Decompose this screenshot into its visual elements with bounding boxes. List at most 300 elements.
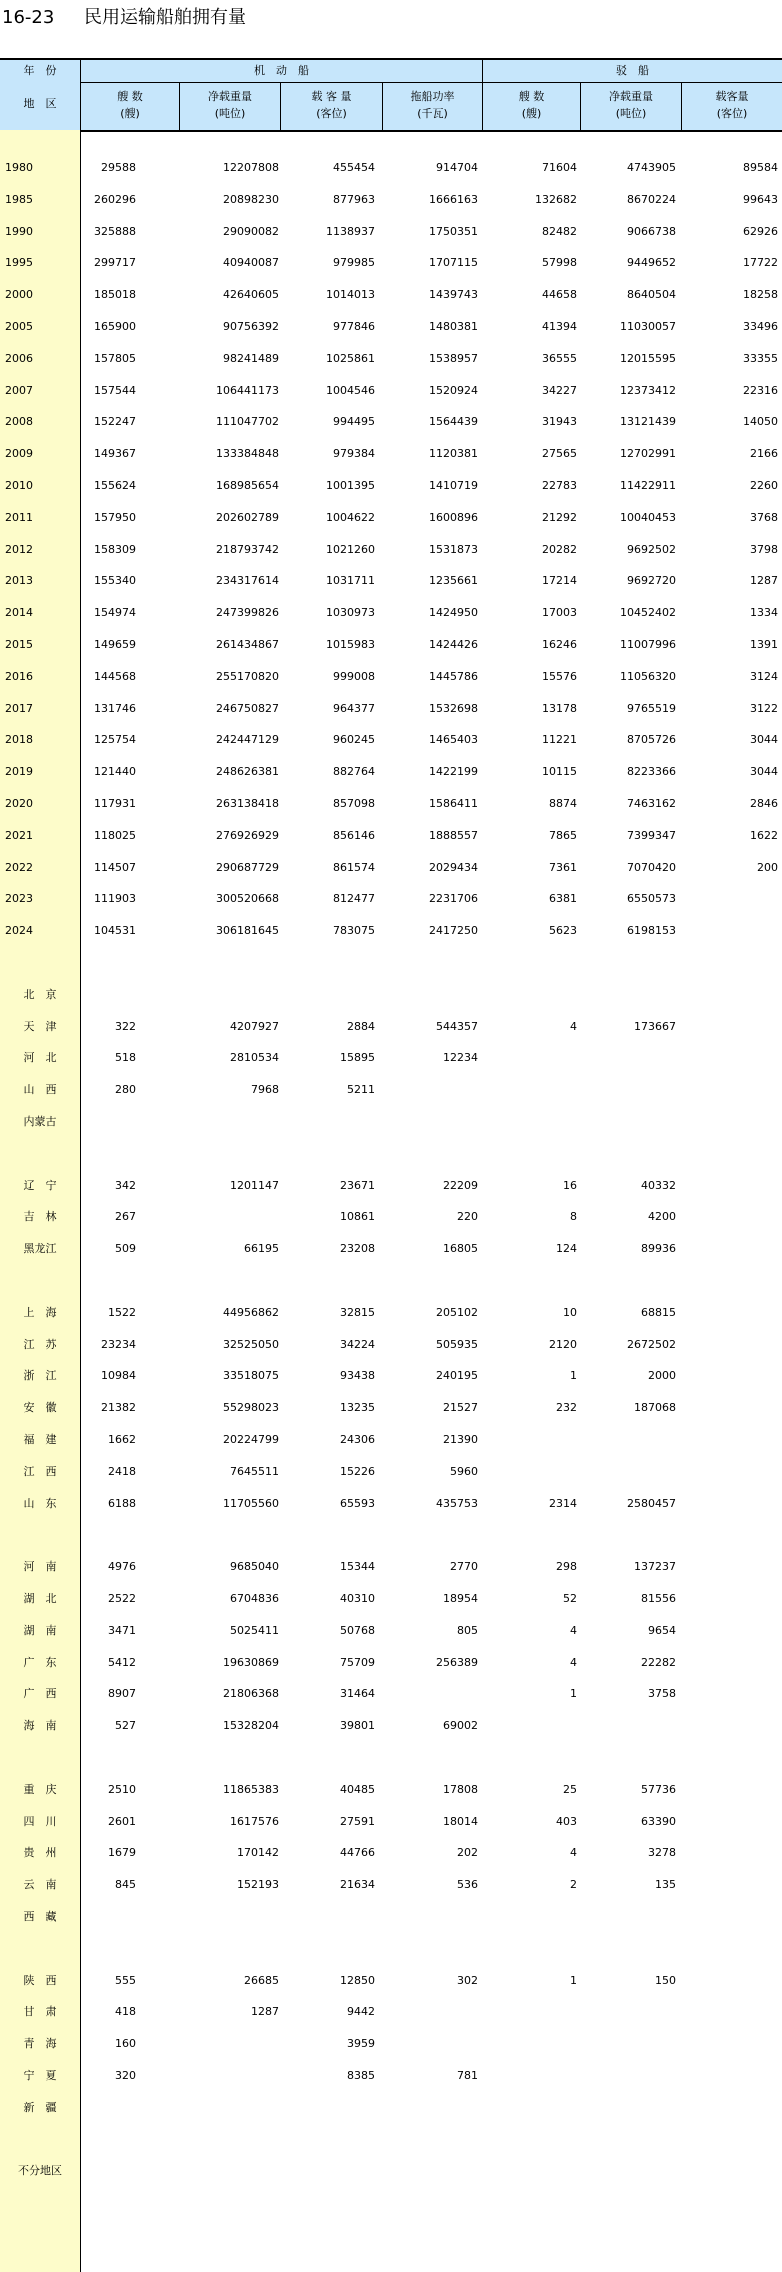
- cell-barge-count: 10: [563, 1306, 577, 1319]
- cell-tug-power: 256389: [436, 1656, 478, 1669]
- cell-motor-passengers: 1025861: [326, 352, 375, 365]
- cell-motor-passengers: 1004546: [326, 384, 375, 397]
- cell-motor-tonnage: 247399826: [216, 606, 279, 619]
- cell-barge-tonnage: 3278: [648, 1846, 676, 1859]
- cell-barge-tonnage: 7463162: [627, 797, 676, 810]
- row-year-label: 2009: [5, 447, 33, 460]
- table-row-year: [0, 858, 782, 878]
- cell-barge-tonnage: 81556: [641, 1592, 676, 1605]
- row-year-label: 2023: [5, 892, 33, 905]
- cell-motor-count: 157544: [94, 384, 136, 397]
- cell-barge-tonnage: 8640504: [627, 288, 676, 301]
- cell-motor-passengers: 1021260: [326, 543, 375, 556]
- cell-motor-passengers: 15895: [340, 1051, 375, 1064]
- table-row-year: [0, 571, 782, 591]
- cell-motor-tonnage: 5025411: [230, 1624, 279, 1637]
- cell-motor-count: 125754: [94, 733, 136, 746]
- row-year-label: 2024: [5, 924, 33, 937]
- cell-tug-power: 12234: [443, 1051, 478, 1064]
- cell-barge-passengers: 3124: [750, 670, 778, 683]
- row-year-label: 2015: [5, 638, 33, 651]
- cell-motor-passengers: 2884: [347, 1020, 375, 1033]
- stub-header: [0, 62, 80, 112]
- cell-motor-passengers: 27591: [340, 1815, 375, 1828]
- cell-barge-passengers: 2846: [750, 797, 778, 810]
- cell-motor-tonnage: 2810534: [230, 1051, 279, 1064]
- table-row-region: [0, 1398, 782, 1418]
- cell-barge-passengers: 1287: [750, 574, 778, 587]
- table-number: 16-23: [2, 7, 55, 28]
- cell-barge-count: 25: [563, 1783, 577, 1796]
- cell-barge-passengers: 22316: [743, 384, 778, 397]
- cell-barge-passengers: 1622: [750, 829, 778, 842]
- cell-motor-count: 2522: [108, 1592, 136, 1605]
- table-row-year: [0, 253, 782, 273]
- cell-motor-count: 185018: [94, 288, 136, 301]
- stub-header-region: 地 区: [23, 97, 57, 110]
- row-region-label: 江 西: [23, 1465, 57, 1478]
- cell-motor-tonnage: 111047702: [216, 415, 279, 428]
- cell-motor-tonnage: 276926929: [216, 829, 279, 842]
- cell-barge-passengers: 33355: [743, 352, 778, 365]
- row-region-label: 陕 西: [23, 1974, 57, 1987]
- cell-barge-count: 6381: [549, 892, 577, 905]
- table-row-year: [0, 381, 782, 401]
- table-row-year: [0, 889, 782, 909]
- cell-barge-count: 71604: [542, 161, 577, 174]
- cell-barge-count: 52: [563, 1592, 577, 1605]
- cell-tug-power: 1538957: [429, 352, 478, 365]
- cell-barge-passengers: 33496: [743, 320, 778, 333]
- cell-barge-count: 82482: [542, 225, 577, 238]
- table-row-year: [0, 794, 782, 814]
- cell-barge-tonnage: 9692720: [627, 574, 676, 587]
- row-region-label: 内蒙古: [23, 1115, 57, 1128]
- cell-motor-passengers: 455454: [333, 161, 375, 174]
- cell-motor-count: 114507: [94, 861, 136, 874]
- cell-barge-tonnage: 4200: [648, 1210, 676, 1223]
- cell-barge-tonnage: 150: [655, 1974, 676, 1987]
- cell-motor-passengers: 964377: [333, 702, 375, 715]
- cell-motor-tonnage: 6704836: [230, 1592, 279, 1605]
- cell-tug-power: 302: [457, 1974, 478, 1987]
- cell-motor-tonnage: 7645511: [230, 1465, 279, 1478]
- row-region-label: 广 东: [23, 1656, 57, 1669]
- cell-motor-tonnage: 90756392: [223, 320, 279, 333]
- row-region-label: 海 南: [23, 1719, 57, 1732]
- table-row-year: [0, 412, 782, 432]
- table-row-region: [0, 1176, 782, 1196]
- cell-tug-power: 240195: [436, 1369, 478, 1382]
- cell-motor-count: 2601: [108, 1815, 136, 1828]
- col-header-barge-count: 艘 数 (艘): [518, 90, 545, 120]
- table-row-year: [0, 540, 782, 560]
- cell-barge-count: 2120: [549, 1338, 577, 1351]
- table-row-region: [0, 1017, 782, 1037]
- cell-tug-power: 1520924: [429, 384, 478, 397]
- cell-barge-tonnage: 135: [655, 1878, 676, 1891]
- cell-motor-passengers: 783075: [333, 924, 375, 937]
- cell-motor-count: 342: [115, 1179, 136, 1192]
- cell-motor-count: 8907: [108, 1687, 136, 1700]
- cell-barge-tonnage: 40332: [641, 1179, 676, 1192]
- cell-barge-tonnage: 9654: [648, 1624, 676, 1637]
- cell-motor-count: 23234: [101, 1338, 136, 1351]
- table-row-year: [0, 222, 782, 242]
- cell-motor-passengers: 1014013: [326, 288, 375, 301]
- cell-motor-tonnage: 20898230: [223, 193, 279, 206]
- cell-motor-tonnage: 9685040: [230, 1560, 279, 1573]
- cell-barge-tonnage: 11422911: [620, 479, 676, 492]
- table-row-region: [0, 2161, 782, 2181]
- cell-motor-tonnage: 1201147: [230, 1179, 279, 1192]
- cell-barge-count: 16: [563, 1179, 577, 1192]
- cell-tug-power: 1888557: [429, 829, 478, 842]
- cell-barge-count: 20282: [542, 543, 577, 556]
- cell-motor-tonnage: 66195: [244, 1242, 279, 1255]
- row-region-label: 山 东: [23, 1497, 57, 1510]
- cell-motor-count: 21382: [101, 1401, 136, 1414]
- cell-barge-count: 132682: [535, 193, 577, 206]
- cell-tug-power: 1422199: [429, 765, 478, 778]
- table-row-year: [0, 444, 782, 464]
- cell-motor-tonnage: 12207808: [223, 161, 279, 174]
- cell-motor-count: 320: [115, 2069, 136, 2082]
- cell-motor-count: 121440: [94, 765, 136, 778]
- cell-motor-tonnage: 20224799: [223, 1433, 279, 1446]
- cell-barge-count: 13178: [542, 702, 577, 715]
- cell-motor-count: 2510: [108, 1783, 136, 1796]
- row-year-label: 1980: [5, 161, 33, 174]
- table-row-year: [0, 921, 782, 941]
- cell-motor-tonnage: 33518075: [223, 1369, 279, 1382]
- table-row-region: [0, 1780, 782, 1800]
- cell-motor-tonnage: 4207927: [230, 1020, 279, 1033]
- row-year-label: 2005: [5, 320, 33, 333]
- cell-barge-tonnage: 8705726: [627, 733, 676, 746]
- cell-tug-power: 1586411: [429, 797, 478, 810]
- cell-motor-count: 10984: [101, 1369, 136, 1382]
- barge-group-header: 驳 船: [616, 64, 649, 77]
- cell-motor-tonnage: 1287: [251, 2005, 279, 2018]
- cell-motor-passengers: 40485: [340, 1783, 375, 1796]
- cell-motor-count: 1662: [108, 1433, 136, 1446]
- cell-barge-tonnage: 22282: [641, 1656, 676, 1669]
- col-header-motor-count: 艘 数 (艘): [117, 90, 143, 120]
- row-year-label: 2016: [5, 670, 33, 683]
- table-row-region: [0, 1812, 782, 1832]
- cell-barge-passengers: 17722: [743, 256, 778, 269]
- table-row-year: [0, 635, 782, 655]
- cell-motor-tonnage: 55298023: [223, 1401, 279, 1414]
- cell-tug-power: 781: [457, 2069, 478, 2082]
- cell-motor-passengers: 977846: [333, 320, 375, 333]
- row-year-label: 2008: [5, 415, 33, 428]
- cell-motor-passengers: 13235: [340, 1401, 375, 1414]
- table-row-year: [0, 508, 782, 528]
- cell-barge-tonnage: 6550573: [627, 892, 676, 905]
- cell-motor-passengers: 857098: [333, 797, 375, 810]
- cell-tug-power: 1666163: [429, 193, 478, 206]
- cell-barge-tonnage: 9449652: [627, 256, 676, 269]
- cell-barge-count: 17214: [542, 574, 577, 587]
- cell-barge-count: 15576: [542, 670, 577, 683]
- cell-motor-count: 299717: [94, 256, 136, 269]
- cell-barge-count: 4: [570, 1624, 577, 1637]
- col-header-barge-tonnage: 净载重量 (吨位): [609, 90, 653, 120]
- cell-motor-count: 325888: [94, 225, 136, 238]
- cell-barge-count: 31943: [542, 415, 577, 428]
- cell-motor-tonnage: 44956862: [223, 1306, 279, 1319]
- row-region-label: 河 南: [23, 1560, 57, 1573]
- cell-motor-passengers: 861574: [333, 861, 375, 874]
- page-title: [0, 4, 246, 32]
- row-year-label: 2000: [5, 288, 33, 301]
- table-row-region: [0, 1716, 782, 1736]
- table-row-region: [0, 1112, 782, 1132]
- cell-motor-tonnage: 98241489: [223, 352, 279, 365]
- row-year-label: 2019: [5, 765, 33, 778]
- cell-motor-count: 117931: [94, 797, 136, 810]
- cell-motor-tonnage: 29090082: [223, 225, 279, 238]
- cell-barge-tonnage: 63390: [641, 1815, 676, 1828]
- row-region-label: 新 疆: [23, 2101, 57, 2114]
- row-year-label: 2022: [5, 861, 33, 874]
- cell-barge-tonnage: 68815: [641, 1306, 676, 1319]
- cell-motor-count: 118025: [94, 829, 136, 842]
- row-region-label: 重 庆: [23, 1783, 57, 1796]
- table-row-year: [0, 826, 782, 846]
- cell-motor-passengers: 75709: [340, 1656, 375, 1669]
- cell-motor-passengers: 31464: [340, 1687, 375, 1700]
- cell-motor-count: 260296: [94, 193, 136, 206]
- cell-motor-passengers: 812477: [333, 892, 375, 905]
- cell-barge-tonnage: 8223366: [627, 765, 676, 778]
- cell-motor-tonnage: 306181645: [216, 924, 279, 937]
- cell-motor-tonnage: 21806368: [223, 1687, 279, 1700]
- cell-tug-power: 2417250: [429, 924, 478, 937]
- row-region-label: 湖 南: [23, 1624, 57, 1637]
- cell-motor-count: 280: [115, 1083, 136, 1096]
- cell-barge-passengers: 1391: [750, 638, 778, 651]
- cell-barge-count: 8: [570, 1210, 577, 1223]
- row-region-label: 不分地区: [18, 2164, 62, 2177]
- cell-barge-tonnage: 12373412: [620, 384, 676, 397]
- cell-tug-power: 1445786: [429, 670, 478, 683]
- row-region-label: 甘 肃: [23, 2005, 57, 2018]
- table-row-region: [0, 2066, 782, 2086]
- table-row-region: [0, 1462, 782, 1482]
- cell-barge-tonnage: 10452402: [620, 606, 676, 619]
- cell-barge-tonnage: 2580457: [627, 1497, 676, 1510]
- row-year-label: 2013: [5, 574, 33, 587]
- cell-barge-count: 57998: [542, 256, 577, 269]
- cell-motor-tonnage: 234317614: [216, 574, 279, 587]
- table-row-region: [0, 1557, 782, 1577]
- cell-tug-power: 1600896: [429, 511, 478, 524]
- cell-tug-power: 1439743: [429, 288, 478, 301]
- cell-motor-count: 165900: [94, 320, 136, 333]
- cell-barge-count: 8874: [549, 797, 577, 810]
- cell-motor-tonnage: 106441173: [216, 384, 279, 397]
- cell-motor-passengers: 44766: [340, 1846, 375, 1859]
- cell-tug-power: 1235661: [429, 574, 478, 587]
- cell-tug-power: 1532698: [429, 702, 478, 715]
- table-row-region: [0, 1080, 782, 1100]
- cell-motor-passengers: 34224: [340, 1338, 375, 1351]
- cell-tug-power: 505935: [436, 1338, 478, 1351]
- cell-barge-passengers: 62926: [743, 225, 778, 238]
- cell-barge-tonnage: 12702991: [620, 447, 676, 460]
- cell-motor-count: 1679: [108, 1846, 136, 1859]
- cell-barge-tonnage: 12015595: [620, 352, 676, 365]
- cell-barge-passengers: 89584: [743, 161, 778, 174]
- cell-barge-tonnage: 57736: [641, 1783, 676, 1796]
- table-row-year: [0, 317, 782, 337]
- row-year-label: 2014: [5, 606, 33, 619]
- table-row-year: [0, 476, 782, 496]
- cell-motor-passengers: 979985: [333, 256, 375, 269]
- cell-barge-passengers: 2260: [750, 479, 778, 492]
- cell-motor-tonnage: 40940087: [223, 256, 279, 269]
- row-region-label: 广 西: [23, 1687, 57, 1700]
- row-region-label: 浙 江: [23, 1369, 57, 1382]
- cell-motor-count: 5412: [108, 1656, 136, 1669]
- stub-header-year: 年 份: [23, 64, 57, 77]
- cell-barge-count: 1: [570, 1687, 577, 1700]
- cell-motor-passengers: 877963: [333, 193, 375, 206]
- cell-tug-power: 536: [457, 1878, 478, 1891]
- cell-tug-power: 69002: [443, 1719, 478, 1732]
- row-year-label: 1995: [5, 256, 33, 269]
- cell-motor-tonnage: 11705560: [223, 1497, 279, 1510]
- cell-motor-count: 527: [115, 1719, 136, 1732]
- cell-barge-count: 17003: [542, 606, 577, 619]
- row-year-label: 2020: [5, 797, 33, 810]
- table-row-year: [0, 730, 782, 750]
- table-row-year: [0, 349, 782, 369]
- cell-motor-passengers: 994495: [333, 415, 375, 428]
- row-year-label: 2011: [5, 511, 33, 524]
- cell-motor-count: 157805: [94, 352, 136, 365]
- cell-barge-count: 1: [570, 1974, 577, 1987]
- row-region-label: 江 苏: [23, 1338, 57, 1351]
- cell-barge-passengers: 14050: [743, 415, 778, 428]
- cell-motor-passengers: 1015983: [326, 638, 375, 651]
- table-row-year: [0, 285, 782, 305]
- group-underline: [80, 82, 782, 83]
- cell-barge-passengers: 2166: [750, 447, 778, 460]
- cell-barge-count: 7361: [549, 861, 577, 874]
- cell-motor-passengers: 9442: [347, 2005, 375, 2018]
- cell-tug-power: 202: [457, 1846, 478, 1859]
- cell-tug-power: 1480381: [429, 320, 478, 333]
- cell-barge-count: 4: [570, 1846, 577, 1859]
- cell-motor-passengers: 8385: [347, 2069, 375, 2082]
- cell-tug-power: 16805: [443, 1242, 478, 1255]
- cell-barge-passengers: 3798: [750, 543, 778, 556]
- cell-motor-tonnage: 202602789: [216, 511, 279, 524]
- cell-motor-count: 2418: [108, 1465, 136, 1478]
- cell-motor-passengers: 1030973: [326, 606, 375, 619]
- cell-motor-tonnage: 1617576: [230, 1815, 279, 1828]
- cell-barge-count: 10115: [542, 765, 577, 778]
- table-row-region: [0, 1621, 782, 1641]
- cell-tug-power: 1465403: [429, 733, 478, 746]
- cell-motor-tonnage: 255170820: [216, 670, 279, 683]
- cell-tug-power: 435753: [436, 1497, 478, 1510]
- table-row-region: [0, 1653, 782, 1673]
- cell-motor-passengers: 50768: [340, 1624, 375, 1637]
- cell-motor-count: 267: [115, 1210, 136, 1223]
- row-region-label: 青 海: [23, 2037, 57, 2050]
- cell-barge-passengers: 99643: [743, 193, 778, 206]
- cell-barge-count: 41394: [542, 320, 577, 333]
- table-row-region: [0, 1366, 782, 1386]
- row-year-label: 2018: [5, 733, 33, 746]
- cell-motor-count: 29588: [101, 161, 136, 174]
- cell-motor-tonnage: 246750827: [216, 702, 279, 715]
- cell-barge-tonnage: 4743905: [627, 161, 676, 174]
- cell-motor-tonnage: 15328204: [223, 1719, 279, 1732]
- cell-barge-count: 232: [556, 1401, 577, 1414]
- table-row-region: [0, 1048, 782, 1068]
- cell-barge-count: 11221: [542, 733, 577, 746]
- row-region-label: 天 津: [23, 1020, 57, 1033]
- cell-barge-tonnage: 13121439: [620, 415, 676, 428]
- table-row-region: [0, 1239, 782, 1259]
- table-row-region: [0, 1430, 782, 1450]
- cell-barge-passengers: 18258: [743, 288, 778, 301]
- cell-barge-count: 4: [570, 1656, 577, 1669]
- cell-tug-power: 21390: [443, 1433, 478, 1446]
- cell-barge-count: 403: [556, 1815, 577, 1828]
- cell-motor-tonnage: 170142: [237, 1846, 279, 1859]
- cell-motor-count: 152247: [94, 415, 136, 428]
- cell-barge-count: 2: [570, 1878, 577, 1891]
- cell-tug-power: 1564439: [429, 415, 478, 428]
- cell-motor-count: 104531: [94, 924, 136, 937]
- cell-motor-passengers: 15226: [340, 1465, 375, 1478]
- cell-motor-tonnage: 261434867: [216, 638, 279, 651]
- row-year-label: 2006: [5, 352, 33, 365]
- cell-motor-count: 518: [115, 1051, 136, 1064]
- row-region-label: 河 北: [23, 1051, 57, 1064]
- cell-barge-tonnage: 9692502: [627, 543, 676, 556]
- cell-barge-tonnage: 9765519: [627, 702, 676, 715]
- row-region-label: 云 南: [23, 1878, 57, 1891]
- cell-barge-tonnage: 187068: [634, 1401, 676, 1414]
- cell-motor-passengers: 23208: [340, 1242, 375, 1255]
- table-row-year: [0, 190, 782, 210]
- cell-motor-passengers: 65593: [340, 1497, 375, 1510]
- table-row-region: [0, 1303, 782, 1323]
- table-row-year: [0, 603, 782, 623]
- cell-motor-count: 418: [115, 2005, 136, 2018]
- cell-barge-passengers: 3768: [750, 511, 778, 524]
- cell-motor-tonnage: 133384848: [216, 447, 279, 460]
- cell-motor-count: 154974: [94, 606, 136, 619]
- col-header-motor-tonnage: 净载重量 (吨位): [208, 90, 252, 120]
- cell-barge-count: 16246: [542, 638, 577, 651]
- cell-tug-power: 21527: [443, 1401, 478, 1414]
- cell-motor-count: 1522: [108, 1306, 136, 1319]
- row-region-label: 宁 夏: [23, 2069, 57, 2082]
- cell-motor-passengers: 3959: [347, 2037, 375, 2050]
- cell-barge-passengers: 1334: [750, 606, 778, 619]
- cell-barge-tonnage: 11056320: [620, 670, 676, 683]
- cell-tug-power: 1531873: [429, 543, 478, 556]
